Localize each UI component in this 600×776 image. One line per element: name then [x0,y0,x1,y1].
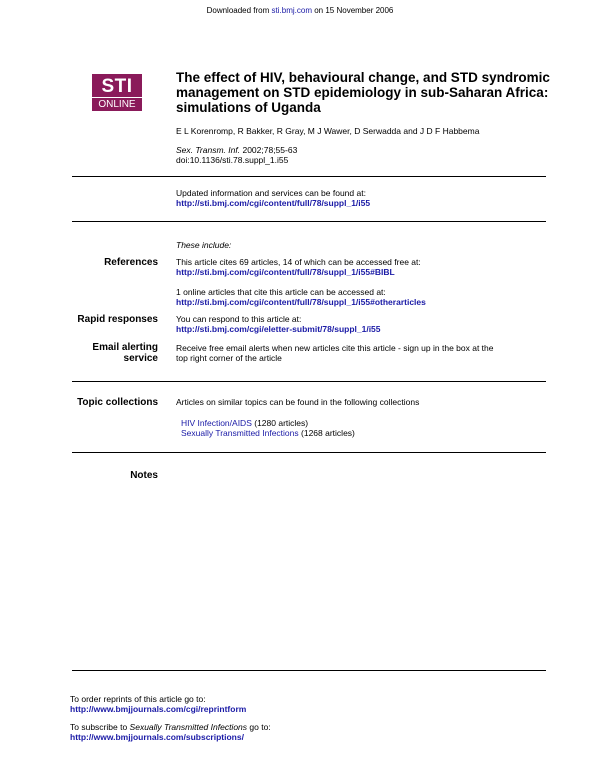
subscribe-journal: Sexually Transmitted Infections [129,722,248,732]
updated-link[interactable]: http://sti.bmj.com/cgi/content/full/78/suppl_1/i55 [176,198,371,208]
site-link[interactable]: sti.bmj.com [271,6,312,15]
download-note-date: on 15 November 2006 [314,6,394,15]
logo-top-text: STI [101,76,133,97]
email-label-line1: Email alerting [92,342,158,353]
divider [72,221,546,222]
updated-info [176,188,370,208]
subscribe-suffix: go to: [249,722,271,732]
reprints-link[interactable]: http://www.bmjjournals.com/cgi/reprintform [70,704,247,714]
subscribe-link[interactable]: http://www.bmjjournals.com/subscriptions/ [70,732,244,742]
notes-label: Notes [130,470,158,481]
rapid-responses-block [176,314,381,334]
email-alerting-block [176,343,548,363]
topic-item [181,418,355,428]
updated-text: Updated information and services can be found at: [176,188,366,198]
reprints-block [70,694,246,714]
subscribe-line [70,722,271,732]
topic-collections-text: Articles on similar topics can be found in the following collections [176,397,420,407]
references-label: References [104,257,158,268]
citing-articles-block [176,287,426,307]
subscribe-block [70,722,271,742]
topic-count: (1268 articles) [301,428,355,438]
references-block [176,257,421,277]
references-link[interactable]: http://sti.bmj.com/cgi/content/full/78/suppl_1/i55#BIBL [176,267,395,277]
topic-link[interactable]: HIV Infection/AIDS [181,418,252,428]
download-note [0,6,600,15]
topic-collections-label: Topic collections [77,397,158,408]
email-label-line2: service [123,353,158,364]
rapid-responses-link[interactable]: http://sti.bmj.com/cgi/eletter-submit/78/suppl_1/i55 [176,324,381,334]
rapid-responses-label: Rapid responses [77,314,158,325]
subscribe-prefix: To subscribe to [70,722,128,732]
reprints-text: To order reprints of this article go to: [70,694,206,704]
topic-item [181,428,355,438]
sti-online-logo [92,74,142,111]
email-alerting-label [60,342,158,364]
article-title: The effect of HIV, behavioural change, and STD syndromic management on STD epidemiology in sub-Saharan Africa: simulations of Uganda [176,70,550,115]
logo-bottom-text: ONLINE [92,97,142,110]
topic-count: (1280 articles) [254,418,309,428]
article-doi: doi:10.1136/sti.78.suppl_1.i55 [176,155,289,165]
references-text: This article cites 69 articles, 14 of which can be accessed free at: [176,257,421,267]
divider [72,452,546,453]
citing-articles-link[interactable]: http://sti.bmj.com/cgi/content/full/78/suppl_1/i55#otherarticles [176,297,426,307]
divider [72,381,546,382]
rapid-responses-text: You can respond to this article at: [176,314,302,324]
these-include-text: These include: [176,240,232,250]
email-text-line2: top right corner of the article [176,353,282,363]
download-note-prefix: Downloaded from [206,6,270,15]
topic-list [181,418,355,438]
these-include [176,240,231,250]
journal-name: Sex. Transm. Inf. [176,145,241,155]
citing-articles-text: 1 online articles that cite this article can be accessed at: [176,287,386,297]
divider [72,670,546,671]
volume-pages: 2002;78;55-63 [242,145,298,155]
divider [72,176,546,177]
article-authors: E L Korenromp, R Bakker, R Gray, M J Wawer, D Serwadda and J D F Habbema [176,126,480,136]
email-text-line1: Receive free email alerts when new articles cite this article - sign up in the box at the [176,343,494,353]
article-citation [176,145,297,165]
topic-link[interactable]: Sexually Transmitted Infections [181,428,299,438]
